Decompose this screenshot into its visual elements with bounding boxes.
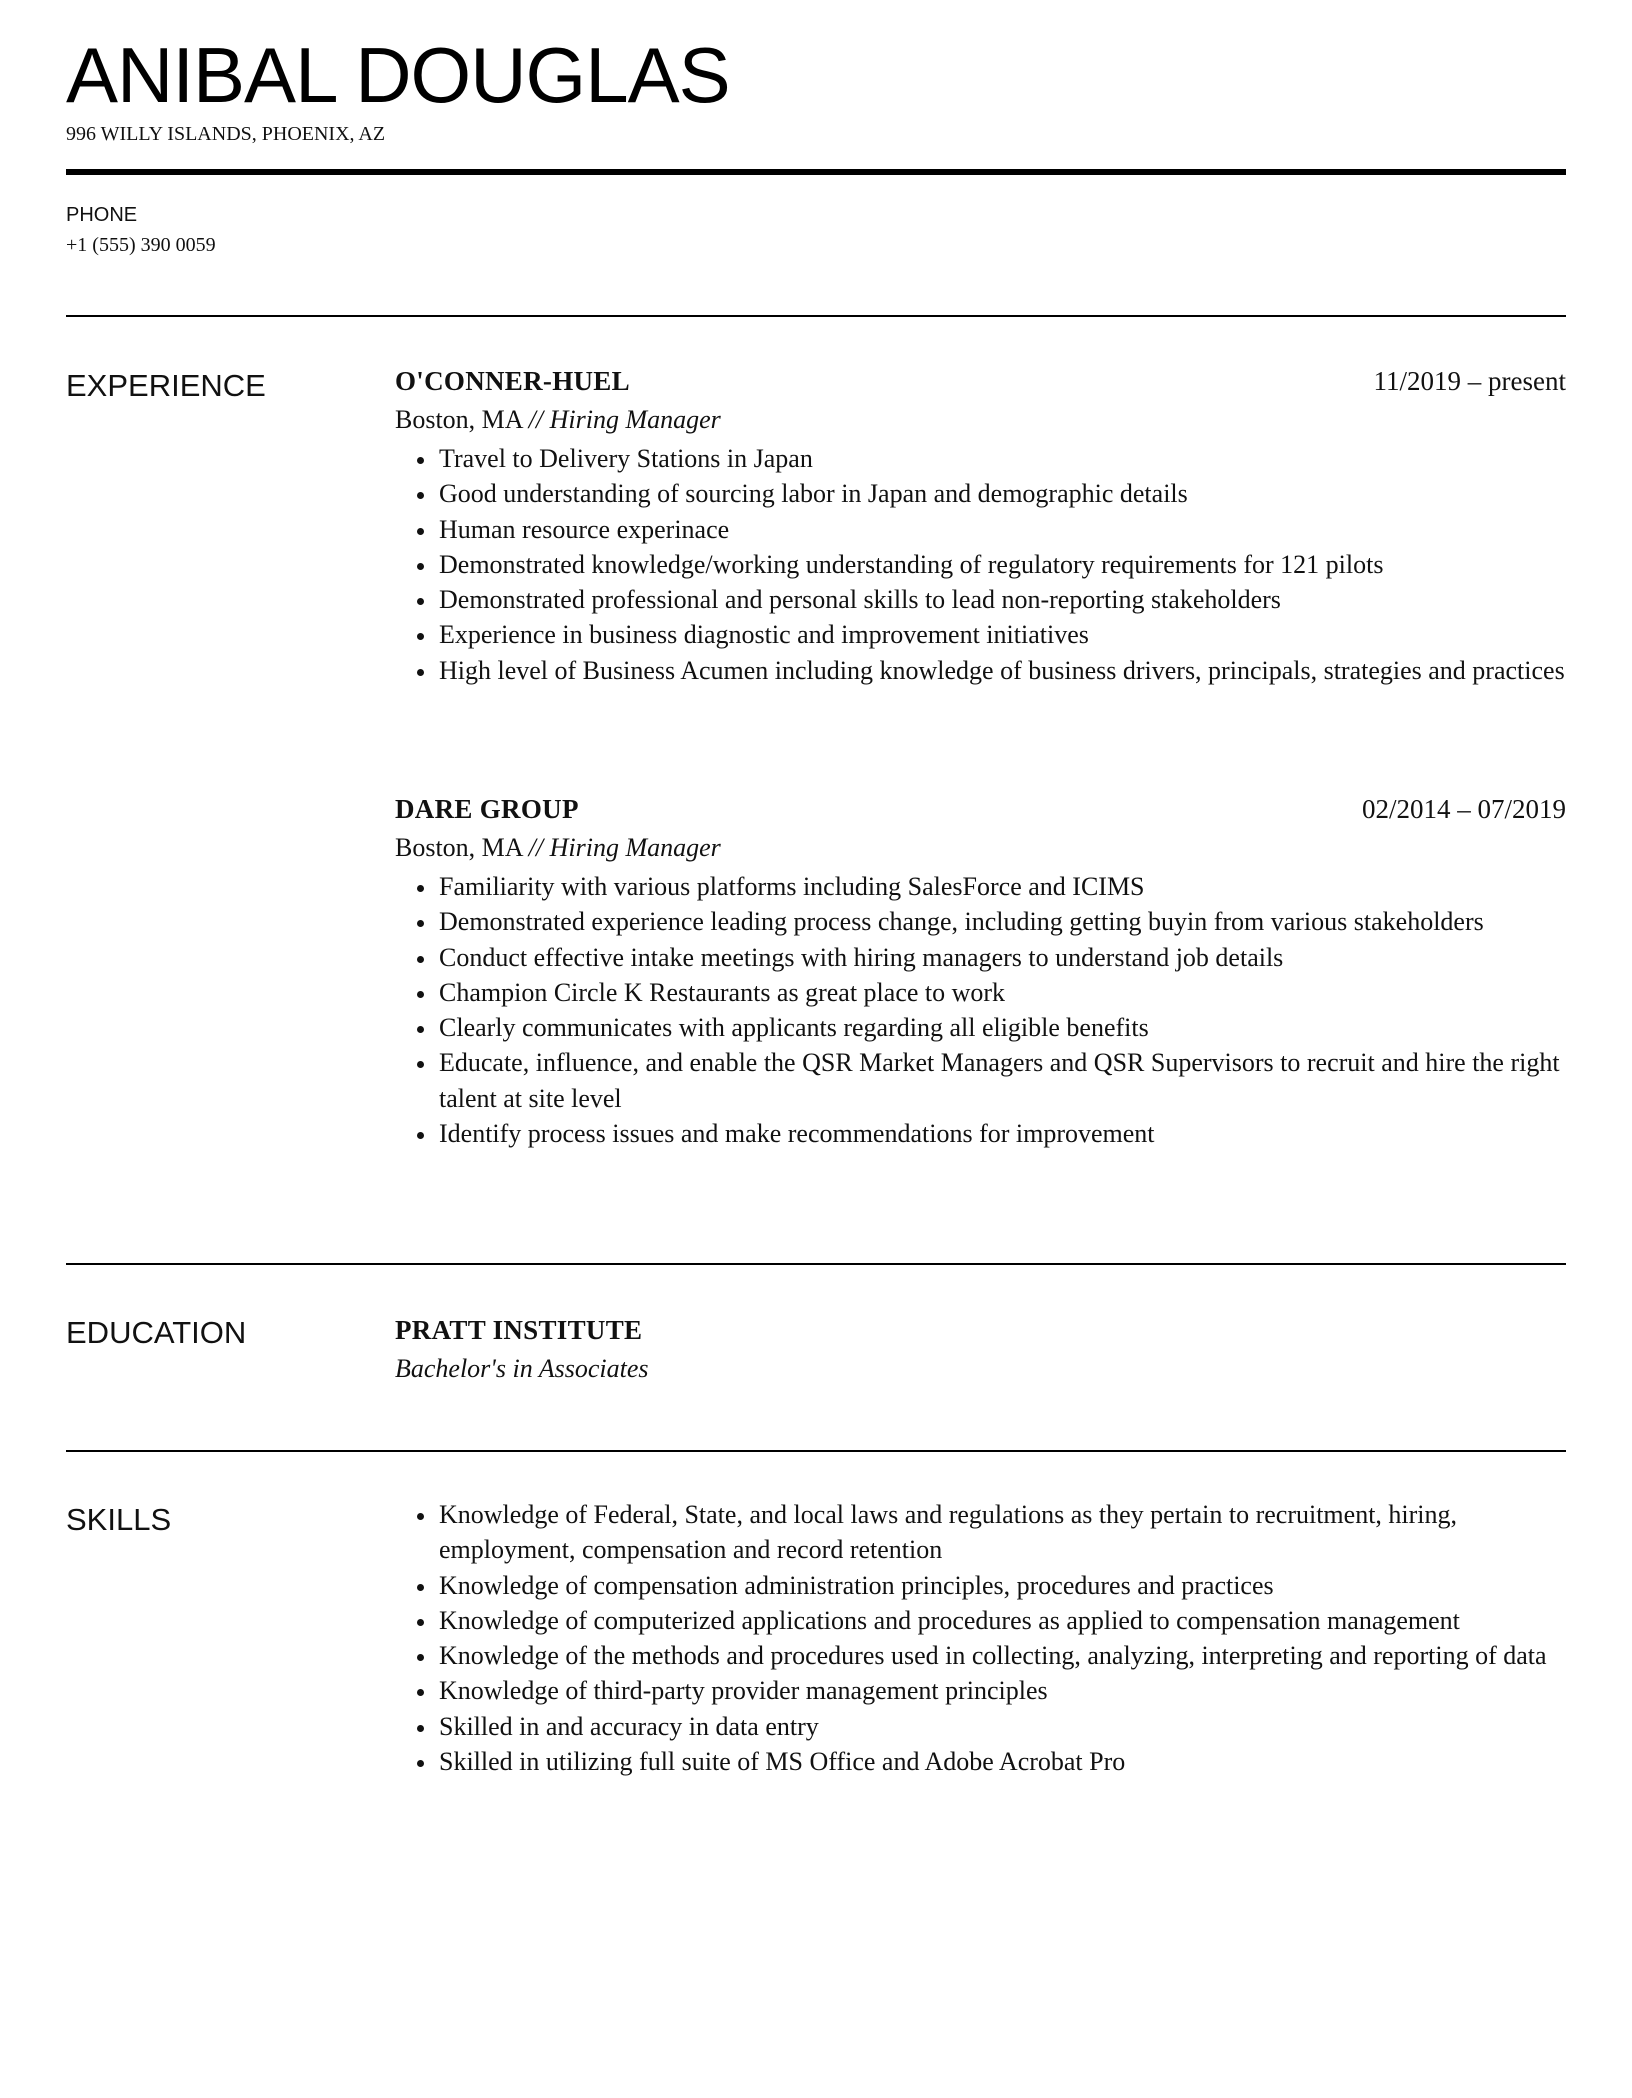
skills-heading: SKILLS [66, 1502, 172, 1537]
list-item: • Skilled in and accuracy in data entry [437, 1709, 1566, 1744]
list-item: • Educate, influence, and enable the QSR Market Managers and QSR Supervisors to recruit and hire the right talent at site level [437, 1045, 1566, 1116]
job-separator: // [528, 405, 550, 434]
job-header [395, 362, 1566, 400]
job-bullets [395, 441, 1566, 688]
degree-name: Bachelor's in Associates [395, 1354, 649, 1383]
job-role: Hiring Manager [549, 405, 721, 434]
degree [395, 1349, 1566, 1389]
list-item: • Knowledge of compensation administration principles, procedures and practices [437, 1568, 1566, 1603]
job-dates: 02/2014 – 07/2019 [1361, 794, 1566, 824]
education-heading: EDUCATION [66, 1315, 247, 1350]
skills-list [395, 1497, 1566, 1779]
job-location: Boston, MA [395, 405, 523, 434]
section-divider [66, 1450, 1566, 1452]
list-item: • Good understanding of sourcing labor in Japan and demographic details [437, 476, 1566, 511]
list-item: • Champion Circle K Restaurants as great place to work [437, 975, 1566, 1010]
skills-list-container [395, 1497, 1566, 1779]
list-item: • Experience in business diagnostic and improvement initiatives [437, 617, 1566, 652]
list-item: • Knowledge of the methods and procedures used in collecting, analyzing, interpreting and reporting of data [437, 1638, 1566, 1673]
school-name: PRATT INSTITUTE [395, 1315, 643, 1345]
job-role: Hiring Manager [549, 833, 721, 862]
job-company: O'CONNER-HUEL [395, 366, 630, 396]
job-location: Boston, MA [395, 833, 523, 862]
candidate-name: ANIBAL DOUGLAS [66, 31, 730, 119]
section-divider [66, 315, 1566, 317]
job-entry [395, 362, 1566, 688]
job-header [395, 790, 1566, 828]
list-item: • High level of Business Acumen including knowledge of business drivers, principals, strategies and practices [437, 653, 1566, 688]
job-bullets [395, 869, 1566, 1151]
list-item: • Clearly communicates with applicants regarding all eligible benefits [437, 1010, 1566, 1045]
job-separator: // [528, 833, 550, 862]
list-item: • Demonstrated experience leading process change, including getting buyin from various stakeholders [437, 904, 1566, 939]
list-item: • Familiarity with various platforms including SalesForce and ICIMS [437, 869, 1566, 904]
list-item: • Demonstrated knowledge/working understanding of regulatory requirements for 121 pilots [437, 547, 1566, 582]
candidate-address: 996 WILLY ISLANDS, PHOENIX, AZ [66, 123, 386, 145]
education-header [395, 1311, 1566, 1349]
education-entry [395, 1311, 1566, 1389]
job-location-role [395, 400, 1566, 440]
list-item: • Identify process issues and make recommendations for improvement [437, 1116, 1566, 1151]
list-item: • Knowledge of Federal, State, and local laws and regulations as they pertain to recruitment, hiring, employment, compensation and record retention [437, 1497, 1566, 1568]
job-company: DARE GROUP [395, 794, 579, 824]
phone-label: PHONE [66, 204, 138, 226]
phone-number: +1 (555) 390 0059 [66, 234, 216, 256]
header-divider [66, 169, 1566, 175]
list-item: • Conduct effective intake meetings with hiring managers to understand job details [437, 940, 1566, 975]
section-divider [66, 1263, 1566, 1265]
job-entry [395, 790, 1566, 1151]
list-item: • Human resource experinace [437, 512, 1566, 547]
job-dates: 11/2019 – present [1373, 366, 1566, 396]
list-item: • Demonstrated professional and personal skills to lead non-reporting stakeholders [437, 582, 1566, 617]
list-item: • Knowledge of computerized applications and procedures as applied to compensation management [437, 1603, 1566, 1638]
list-item: • Knowledge of third-party provider management principles [437, 1673, 1566, 1708]
list-item: • Skilled in utilizing full suite of MS Office and Adobe Acrobat Pro [437, 1744, 1566, 1779]
experience-heading: EXPERIENCE [66, 368, 266, 403]
job-location-role [395, 828, 1566, 868]
list-item: • Travel to Delivery Stations in Japan [437, 441, 1566, 476]
